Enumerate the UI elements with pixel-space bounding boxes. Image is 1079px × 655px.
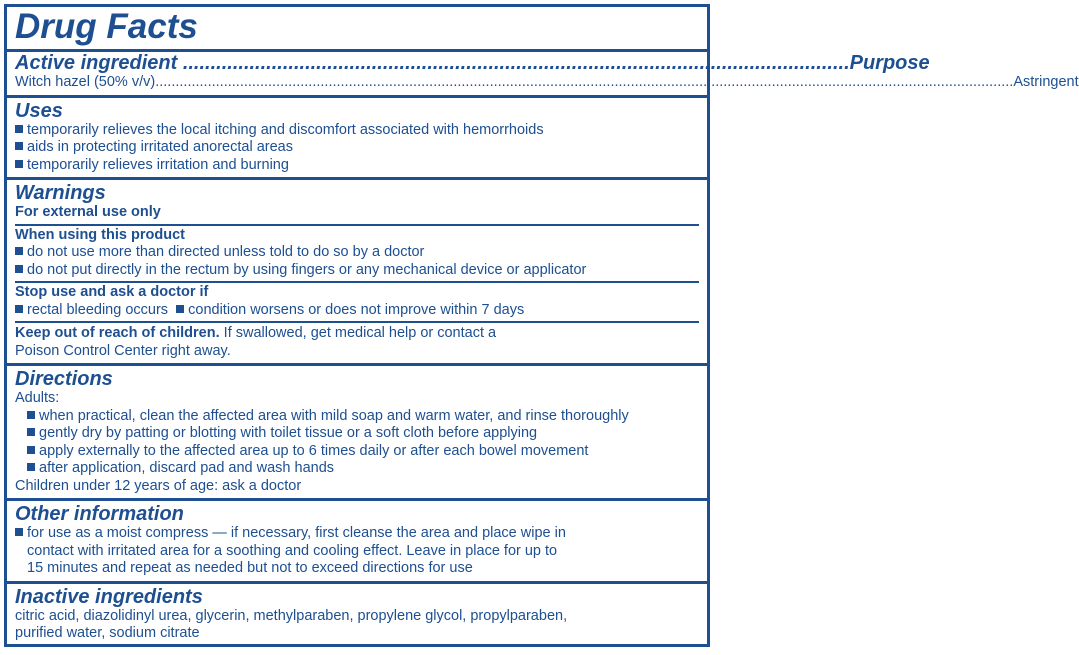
bullet-icon [27,411,35,419]
list-item [15,525,699,543]
active-heading-row [15,52,930,74]
list-item-text: temporarily relieves the local itching and discomfort associated with hemorrhoids [27,121,544,138]
drug-facts-panel [4,4,1079,647]
other-information-section [7,501,707,581]
list-item-text: condition worsens or does not improve within 7 days [188,301,525,318]
bullet-icon [15,160,23,168]
bullet-icon [15,305,23,313]
active-ingredient-purpose: Astringent [1013,74,1079,90]
list-item-text: do not put directly in the rectum by using fingers or any mechanical device or applicator [27,261,587,278]
ingredient-dot-leader: ..................................................................................................................................................................................................................... [155,74,1014,90]
bullet-icon [15,247,23,255]
uses-heading: Uses [15,99,63,122]
inactive-ingredients-section [7,584,707,643]
warnings-section [7,180,707,222]
list-item [15,122,699,140]
external-use-text: For external use only [15,204,161,220]
list-item [15,460,699,478]
list-item-text: apply externally to the affected area up to 6 times daily or after each bowel movement [39,442,589,459]
inactive-line: purified water, sodium citrate [15,625,200,641]
purpose-heading: Purpose [849,52,930,74]
keep-out-line [15,325,699,343]
bullet-icon [15,125,23,133]
list-item-text: after application, discard pad and wash hands [39,460,335,476]
when-using-subsection [7,226,707,280]
stop-use-heading: Stop use and ask a doctor if [15,284,209,300]
list-item [15,302,699,320]
list-item-text: rectal bleeding occurs [27,301,169,318]
list-item-text: gently dry by patting or blotting with toilet tissue or a soft cloth before applying [39,425,538,441]
directions-heading: Directions [15,368,113,390]
warnings-heading: Warnings [15,182,106,204]
bullet-icon [15,528,23,536]
bullet-icon [27,428,35,436]
other-information-heading: Other information [15,503,184,525]
list-item-text: temporarily relieves irritation and burning [27,156,289,173]
list-item-text: when practical, clean the affected area with mild soap and warm water, and rinse thoroughly [39,407,629,424]
heading-dot-leader: ........................................................................................................................ [177,52,850,74]
list-item-text: aids in protecting irritated anorectal areas [27,139,293,155]
list-item-text: for use as a moist compress — if necessary, first cleanse the area and place wipe in [27,525,566,541]
list-item [15,425,699,443]
bullet-icon [15,265,23,273]
keep-out-line: Poison Control Center right away. [15,342,231,359]
list-item [15,139,699,157]
active-ingredient-section [7,52,1079,92]
keep-out-heading: Keep out of reach of children. [15,325,220,341]
list-item [15,443,699,461]
active-ingredient-row [15,74,1079,92]
directions-section [7,366,707,498]
list-item [15,157,699,175]
list-item-text: do not use more than directed unless told to do so by a doctor [27,244,425,260]
adults-label: Adults: [15,390,60,406]
continuation-line: 15 minutes and repeat as needed but not to exceed directions for use [27,560,473,576]
bullet-icon [176,305,184,313]
list-item [15,408,699,426]
uses-section [7,98,707,178]
inactive-line: citric acid, diazolidinyl urea, glycerin, methylparaben, propylene glycol, propylparaben, [15,607,568,624]
children-text: Children under 12 years of age: ask a doctor [15,477,302,494]
bullet-icon [27,463,35,471]
bullet-icon [27,446,35,454]
active-ingredient-name: Witch hazel (50% v/v) [15,74,156,90]
keep-out-subsection [7,323,707,363]
drug-facts-title: Drug Facts [15,7,198,46]
bullet-icon [15,142,23,150]
list-item [15,244,699,262]
continuation-line: contact with irritated area for a soothing and cooling effect. Leave in place for up to [27,542,558,559]
active-ingredient-heading: Active ingredient [15,52,178,74]
when-using-heading: When using this product [15,226,185,243]
list-item [15,262,699,280]
keep-out-text: If swallowed, get medical help or contact a [219,325,497,341]
stop-use-subsection [7,283,707,319]
inactive-ingredients-heading: Inactive ingredients [15,585,203,608]
